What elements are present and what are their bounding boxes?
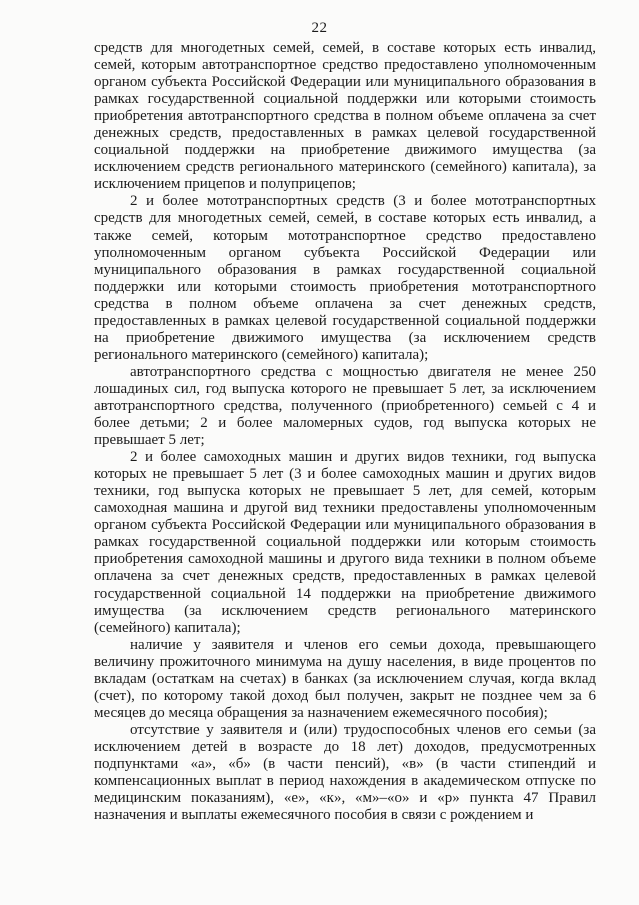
paragraph-vehicles-continuation: средств для многодетных семей, семей, в составе которых есть инвалид, семей, которым автотранспортное средство предоставлено уполномоченным органом субъекта Российской Федерации или муниципального образования в рамках государственной социальной поддержки или которыми стоимость приобретения автотранспортного средства в полном объеме оплачена за счет денежных средств, предоставленных в рамках целевой государственной социальной поддержки на приобретение движимого имущества (за исключением средств регионального материнского (семейного) капитала), за исключением прицепов и полуприцепов; [94, 40, 596, 193]
paragraph-self-propelled-machines: 2 и более самоходных машин и других видов техники, год выпуска которых не превышает 5 лет (3 и более самоходных машин и других видов техники, год выпуска которых не превышает 5 лет, для семей, которым самоходная машина и другой вид техники предоставлены уполномоченным органом субъекта Российской Федерации или муниципального образования в рамках государственной социальной поддержки или которым стоимость приобретения самоходной машины и другого вида техники в полном объеме оплачена за счет денежных средств, предоставленных в рамках целевой государственной социальной 14 поддержки на приобретение движимого имущества (за исключением средств регионального материнского (семейного) капитала); [94, 449, 596, 636]
page-number: 22 [311, 20, 328, 36]
paragraph-deposit-income: наличие у заявителя и членов его семьи дохода, превышающего величину прожиточного минимума на душу населения, в виде процентов по вкладам (остаткам на счетах) в банках (за исключением случая, когда вклад (счет), по которому такой доход был получен, закрыт не позднее чем за 6 месяцев до месяца обращения за назначением ежемесячного пособия); [94, 636, 596, 721]
paragraph-engine-power: автотранспортного средства с мощностью двигателя не менее 250 лошадиных сил, год выпуска которого не превышает 5 лет, за исключением автотранспортного средства, полученного (приобретенного) семьей с 4 и более детьми; 2 и более маломерных судов, год выпуска которых не превышает 5 лет; [94, 363, 596, 449]
paragraph-motor-vehicles: 2 и более мототранспортных средств (3 и более мототранспортных средств для многодетных семей, семей, в составе которых есть инвалид, а также семей, которым мототранспортное средство предоставлено уполномоченным органом субъекта Российской Федерации или муниципального образования в рамках государственной социальной поддержки или которыми стоимость приобретения мототранспортного средства в полном объеме оплачена за счет денежных средств, предоставленных в рамках целевой государственной социальной поддержки на приобретение движимого имущества (за исключением средств регионального материнского (семейного) капитала); [94, 193, 596, 363]
document-body [94, 40, 596, 824]
paragraph-no-income: отсутствие у заявителя и (или) трудоспособных членов его семьи (за исключением детей в возрасте до 18 лет) доходов, предусмотренных подпунктами «а», «б» (в части пенсий), «в» (в части стипендий и компенсационных выплат в период нахождения в академическом отпуске по медицинским показаниям), «е», «к», «м»–«о» и «р» пункта 47 Правил назначения и выплаты ежемесячного пособия в связи с рождением и [94, 721, 596, 824]
